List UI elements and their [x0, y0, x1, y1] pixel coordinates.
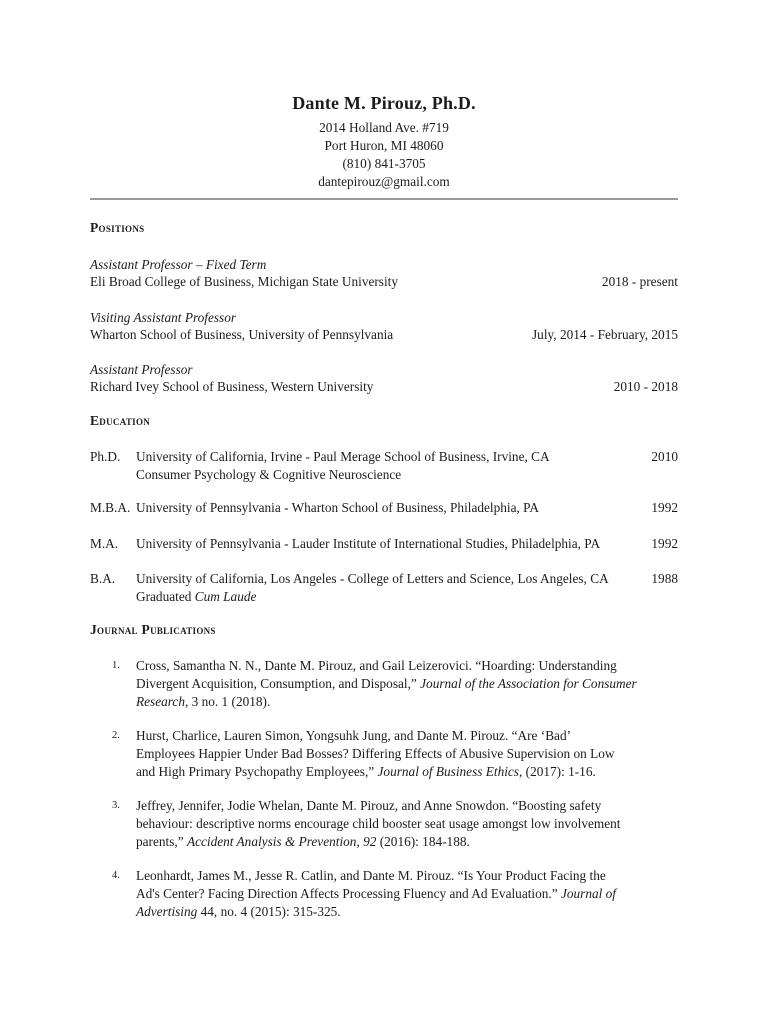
- honors-label: Cum Laude: [194, 589, 257, 604]
- position-dates: 2010 - 2018: [613, 379, 678, 394]
- publications-heading: Journal Publications: [90, 622, 216, 637]
- journal-name: Journal of the Association for Consumer: [420, 676, 637, 691]
- cv-page: Dante M. Pirouz, Ph.D. 2014 Holland Ave. #719 Port Huron, MI 48060 (810) 841-3705 dantepirouz@gmail.com Positions Assistant Professor – Fixed Term Eli Broad College of Business, Michigan State University 2018 - present Visiting Assistant Professor Wharton School of Business, University of Pennsylvania July, 2014 - February, 2015 Assistant Professor Richard Ivey School of Business, Western University 2010 - 2018 Education Ph.D. University of California, Irvine - Paul Merage School of Business, Irvine, CA 2010 Consumer Psychology & Cognitive Neuroscience M.B.A. University of Pennsylvania - Wharton School of Business, Philadelphia, PA 1992 M.A. University of Pennsylvania - Lauder Institute of International Studies, Philadelphia, PA 1992 B.A. University of California, Los Angeles - College of Letters and Science, Los Angeles, CA 1988 Graduated Cum Laude Journal Publications 1. Cross, Samantha N. N., Dante M. Pirouz, and Gail Leizerovici. “Hoarding: Understanding Divergent Acquisition, Consumption, and Disposal,” Journal of the Association for Consumer Research, 3 no. 1 (2018). 2. Hurst, Charlice, Lauren Simon, Yongsuhk Jung, and Dante M. Pirouz. “Are ‘Bad’ Employees Happier Under Bad Bosses? Differing Effects of Abusive Supervision on Low and High Primary Psychopathy Employees,” Journal of Business Ethics, (2017): 1-16. 3. Jeffrey, Jennifer, Jodie Whelan, Dante M. Pirouz, and Anne Snowdon. “Boosting safety behaviour: descriptive norms encourage child booster seat usage amongst low involvement parents,” Accident Analysis & Prevention, 92 (2016): 184-188. 4. Leonhardt, James M., Jesse R. Catlin, and Dante M. Pirouz. “Is Your Product Facing the Ad's Center? Facing Direction Affects Processing Fluency and Ad Evaluation.” Journal of Advertising 44, no. 4 (2015): 315-325.: [0, 0, 768, 1024]
- author-name: Dante M. Pirouz, Ph.D.: [292, 93, 476, 113]
- publication-number: 2.: [112, 730, 120, 741]
- school-name: University of California, Irvine - Paul Merage School of Business, Irvine, CA: [136, 449, 550, 464]
- school-name: University of Pennsylvania - Lauder Institute of International Studies, Philadelphia, PA: [136, 536, 601, 551]
- degree-label: B.A.: [90, 571, 116, 586]
- journal-name: Research,: [136, 694, 189, 709]
- position-dates: 2018 - present: [601, 274, 678, 289]
- email-address: dantepirouz@gmail.com: [318, 174, 450, 189]
- publication-number: 3.: [112, 800, 120, 811]
- position-title: Visiting Assistant Professor: [90, 310, 237, 325]
- degree-label: Ph.D.: [90, 449, 121, 464]
- degree-label: M.A.: [90, 536, 119, 551]
- education-heading: Education: [90, 413, 151, 428]
- degree-detail: Graduated Cum Laude: [136, 589, 257, 604]
- journal-name: Accident Analysis & Prevention, 92: [186, 834, 377, 849]
- position-org: Eli Broad College of Business, Michigan State University: [90, 274, 399, 289]
- degree-label: M.B.A.: [90, 500, 131, 515]
- address-line-2: Port Huron, MI 48060: [324, 138, 444, 153]
- journal-name: Advertising: [136, 904, 198, 919]
- position-org: Wharton School of Business, University of Pennsylvania: [90, 327, 394, 342]
- position-org: Richard Ivey School of Business, Western University: [90, 379, 374, 394]
- position-entry: [90, 361, 678, 396]
- degree-year: 1992: [651, 500, 678, 515]
- degree-year: 2010: [651, 449, 678, 464]
- journal-name: Journal of: [560, 886, 617, 901]
- degree-year: 1988: [651, 571, 678, 586]
- position-title: Assistant Professor: [90, 362, 193, 377]
- school-name: University of California, Los Angeles - College of Letters and Science, Los Angeles, CA: [136, 571, 609, 586]
- publication-number: 1.: [112, 660, 120, 671]
- publication-number: 4.: [112, 870, 120, 881]
- address-line-1: 2014 Holland Ave. #719: [319, 120, 449, 135]
- journal-name: Journal of Business Ethics,: [377, 764, 523, 779]
- position-dates: July, 2014 - February, 2015: [532, 327, 678, 342]
- school-name: University of Pennsylvania - Wharton School of Business, Philadelphia, PA: [136, 500, 539, 515]
- position-title: Assistant Professor – Fixed Term: [90, 257, 267, 272]
- position-entry: [90, 256, 678, 291]
- degree-detail: Consumer Psychology & Cognitive Neuroscience: [136, 467, 402, 482]
- header-divider: [90, 198, 678, 200]
- position-entry: [90, 309, 678, 344]
- degree-year: 1992: [651, 536, 678, 551]
- cv-header: [0, 93, 768, 191]
- phone-number: (810) 841-3705: [342, 156, 426, 171]
- positions-heading: Positions: [90, 220, 145, 235]
